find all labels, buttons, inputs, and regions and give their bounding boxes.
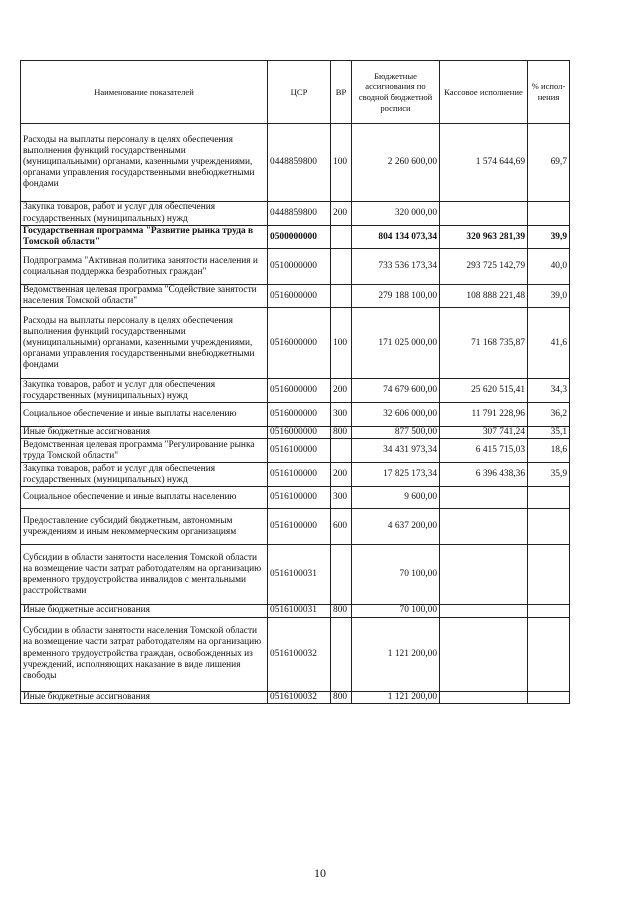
cell-cash: [440, 487, 528, 509]
cell-name: Социальное обеспечение и иные выплаты населению: [21, 487, 268, 509]
cell-csr: 0510000000: [268, 249, 331, 285]
cell-name: Расходы на выплаты персоналу в целях обеспечения выполнения функций государственными (муниципальными) органами, казенными учреждениями, органами управления государственными внебюджетными фондами: [21, 124, 268, 202]
cell-cash: 293 725 142,79: [440, 249, 528, 285]
cell-csr: 0516100031: [268, 545, 331, 605]
cell-name: Социальное обеспечение и иные выплаты населению: [21, 403, 268, 427]
cell-name: Государственная программа "Развитие рынка труда в Томской области": [21, 226, 268, 249]
table-body: [21, 124, 570, 704]
cell-vr: 100: [331, 308, 352, 379]
cell-cash: [440, 617, 528, 691]
cell-name: Иные бюджетные ассигнования: [21, 691, 268, 703]
header-name: Наименование показателей: [21, 61, 268, 124]
table-row: [21, 124, 570, 202]
table-row: [21, 487, 570, 509]
cell-budget: 9 600,00: [352, 487, 440, 509]
cell-csr: 0516100000: [268, 487, 331, 509]
page-number: 10: [314, 866, 326, 880]
cell-csr: 0516000000: [268, 403, 331, 427]
table-row: [21, 439, 570, 463]
table-row: [21, 285, 570, 308]
cell-percent: 18,6: [528, 439, 570, 463]
cell-name: Ведомственная целевая программа "Регулирование рынка труда Томской области": [21, 439, 268, 463]
cell-budget: 70 100,00: [352, 605, 440, 617]
cell-budget: 4 637 200,00: [352, 509, 440, 545]
cell-name: Субсидии в области занятости населения Томской области на возмещение части затрат работодателям на организацию временного трудоустройства граждан, освобожденных из учреждений, исполняющих наказание в виде лишения свободы: [21, 617, 268, 691]
table-row: [21, 427, 570, 439]
cell-name: Расходы на выплаты персоналу в целях обеспечения выполнения функций государственными (муниципальными) органами, казенными учреждениями, органами управления государственными внебюджетными фондами: [21, 308, 268, 379]
cell-cash: 11 791 228,96: [440, 403, 528, 427]
cell-percent: [528, 605, 570, 617]
cell-csr: 0448859800: [268, 124, 331, 202]
cell-name: Иные бюджетные ассигнования: [21, 605, 268, 617]
cell-budget: 32 606 000,00: [352, 403, 440, 427]
cell-csr: 0516100031: [268, 605, 331, 617]
header-budget: Бюджетные ассигнования по сводной бюджетной росписи: [352, 61, 440, 124]
cell-budget: 877 500,00: [352, 427, 440, 439]
cell-cash: 25 620 515,41: [440, 379, 528, 403]
cell-cash: 108 888 221,48: [440, 285, 528, 308]
cell-vr: [331, 285, 352, 308]
table-row: [21, 545, 570, 605]
table-row: [21, 249, 570, 285]
cell-csr: 0516100000: [268, 463, 331, 487]
cell-budget: 320 000,00: [352, 202, 440, 226]
cell-percent: 40,0: [528, 249, 570, 285]
cell-name: Подпрограмма "Активная политика занятости населения и социальная поддержка безработных граждан": [21, 249, 268, 285]
cell-vr: 200: [331, 202, 352, 226]
cell-percent: [528, 487, 570, 509]
cell-cash: 320 963 281,39: [440, 226, 528, 249]
cell-csr: 0516100000: [268, 509, 331, 545]
cell-percent: [528, 202, 570, 226]
cell-percent: [528, 545, 570, 605]
cell-percent: 35,9: [528, 463, 570, 487]
table-row: [21, 605, 570, 617]
cell-cash: [440, 202, 528, 226]
cell-vr: 300: [331, 403, 352, 427]
cell-percent: 34,3: [528, 379, 570, 403]
cell-budget: 74 679 600,00: [352, 379, 440, 403]
cell-csr: 0516000000: [268, 427, 331, 439]
cell-vr: [331, 439, 352, 463]
cell-vr: [331, 617, 352, 691]
cell-percent: 39,9: [528, 226, 570, 249]
cell-cash: [440, 509, 528, 545]
cell-csr: 0516100032: [268, 691, 331, 703]
header-csr: ЦСР: [268, 61, 331, 124]
cell-vr: 100: [331, 124, 352, 202]
cell-cash: 1 574 644,69: [440, 124, 528, 202]
cell-vr: 800: [331, 691, 352, 703]
cell-budget: 804 134 073,34: [352, 226, 440, 249]
cell-name: Иные бюджетные ассигнования: [21, 427, 268, 439]
cell-csr: 0500000000: [268, 226, 331, 249]
budget-execution-table: [20, 60, 570, 704]
cell-cash: 6 415 715,03: [440, 439, 528, 463]
cell-percent: 35,1: [528, 427, 570, 439]
cell-name: Субсидии в области занятости населения Томской области на возмещение части затрат работодателям на организацию временного трудоустройства инвалидов с ментальными расстройствами: [21, 545, 268, 605]
cell-name: Ведомственная целевая программа "Содействие занятости населения Томской области": [21, 285, 268, 308]
table-row: [21, 308, 570, 379]
cell-percent: 69,7: [528, 124, 570, 202]
cell-percent: [528, 509, 570, 545]
cell-vr: [331, 249, 352, 285]
cell-vr: [331, 545, 352, 605]
cell-budget: 70 100,00: [352, 545, 440, 605]
cell-percent: [528, 617, 570, 691]
cell-percent: 39,0: [528, 285, 570, 308]
cell-csr: 0516100000: [268, 439, 331, 463]
cell-csr: 0516000000: [268, 285, 331, 308]
cell-vr: 200: [331, 463, 352, 487]
cell-budget: 17 825 173,34: [352, 463, 440, 487]
cell-name: Закупка товаров, работ и услуг для обеспечения государственных (муниципальных) нужд: [21, 379, 268, 403]
table-row: [21, 617, 570, 691]
cell-budget: 1 121 200,00: [352, 691, 440, 703]
cell-budget: 171 025 000,00: [352, 308, 440, 379]
cell-budget: 279 188 100,00: [352, 285, 440, 308]
cell-vr: 800: [331, 605, 352, 617]
cell-csr: 0516000000: [268, 308, 331, 379]
header-percent: % испол-нения: [528, 61, 570, 124]
table-row: [21, 226, 570, 249]
cell-percent: 41,6: [528, 308, 570, 379]
cell-cash: 71 168 735,87: [440, 308, 528, 379]
table-row: [21, 463, 570, 487]
cell-csr: 0448859800: [268, 202, 331, 226]
table-row: [21, 202, 570, 226]
cell-vr: 200: [331, 379, 352, 403]
cell-cash: [440, 545, 528, 605]
cell-vr: [331, 226, 352, 249]
cell-name: Закупка товаров, работ и услуг для обеспечения государственных (муниципальных) нужд: [21, 202, 268, 226]
cell-cash: [440, 691, 528, 703]
cell-csr: 0516100032: [268, 617, 331, 691]
cell-cash: 6 396 438,36: [440, 463, 528, 487]
cell-budget: 34 431 973,34: [352, 439, 440, 463]
cell-percent: 36,2: [528, 403, 570, 427]
cell-name: Закупка товаров, работ и услуг для обеспечения государственных (муниципальных) нужд: [21, 463, 268, 487]
cell-budget: 2 260 600,00: [352, 124, 440, 202]
table-row: [21, 691, 570, 703]
cell-percent: [528, 691, 570, 703]
cell-vr: 600: [331, 509, 352, 545]
cell-csr: 0516000000: [268, 379, 331, 403]
table-row: [21, 509, 570, 545]
table-row: [21, 403, 570, 427]
table-row: [21, 379, 570, 403]
cell-cash: [440, 605, 528, 617]
header-cash: Кассовое исполнение: [440, 61, 528, 124]
cell-budget: 1 121 200,00: [352, 617, 440, 691]
cell-cash: 307 741,24: [440, 427, 528, 439]
table-header-row: [21, 61, 570, 124]
cell-name: Предоставление субсидий бюджетным, автономным учреждениям и иным некоммерческим организациям: [21, 509, 268, 545]
cell-vr: 300: [331, 487, 352, 509]
header-vr: ВР: [331, 61, 352, 124]
cell-vr: 800: [331, 427, 352, 439]
cell-budget: 733 536 173,34: [352, 249, 440, 285]
